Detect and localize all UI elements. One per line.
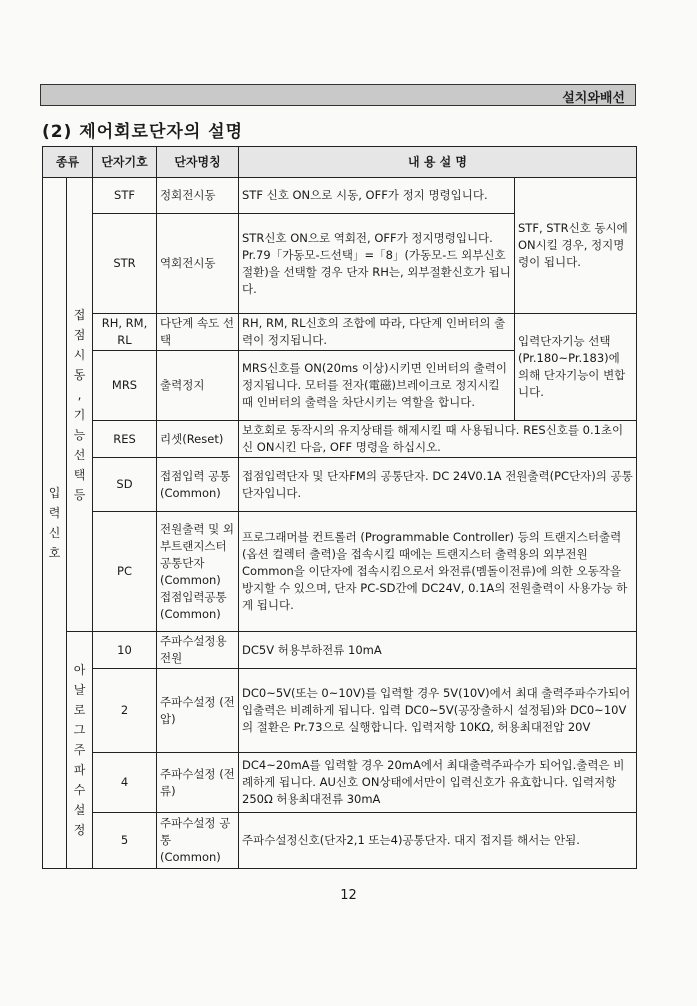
table-row	[43, 314, 637, 351]
section-title: (2) 제어회로단자의 설명	[42, 122, 244, 142]
page-number: 12	[340, 888, 357, 903]
name-str: 역회전시동	[157, 214, 239, 314]
symbol-2: 2	[93, 669, 157, 753]
symbol-5: 5	[93, 813, 157, 869]
name-res: 리셋(Reset)	[157, 421, 239, 458]
group-contact: 접 점 시 동 , 기 능 선 택 등	[67, 178, 93, 632]
header-name: 단자명칭	[157, 147, 239, 178]
chapter-title: 설치와배선	[562, 91, 625, 106]
table-row	[43, 458, 637, 512]
name-10: 주파수설정용 전원	[157, 632, 239, 669]
symbol-4: 4	[93, 753, 157, 813]
note-stf-str: STF, STR신호 동시에 ON시킬 경우, 정지명령이 됩니다.	[515, 178, 637, 314]
table-row	[43, 512, 637, 632]
table-row	[43, 632, 637, 669]
symbol-stf: STF	[93, 178, 157, 214]
name-2: 주파수설정 (전압)	[157, 669, 239, 753]
desc-pc: 프로그래머블 컨트롤러 (Programmable Controller) 등의 트랜지스터출력(옵션 컬렉터 출력)을 접속시킬 때에는 트랜지스터 출력용의 외부전원 Common을 이단자에 접속시킴으로서 와전류(멤돌이전류)에 의한 오동작을 방지할 수 있으며, 단자 PC-SD간에 DC24V, 0.1A의 전원출력이 사용가능 하게 됩니다.	[239, 512, 637, 632]
desc-5: 주파수설정신호(단자2,1 또는4)공통단자. 대지 접지를 해서는 안됨.	[239, 813, 637, 869]
symbol-sd: SD	[93, 458, 157, 512]
desc-stf: STF 신호 ON으로 시동, OFF가 정지 명령입니다.	[239, 178, 515, 214]
table-row	[43, 178, 637, 214]
desc-2: DC0~5V(또는 0~10V)를 입력할 경우 5V(10V)에서 최대 출력주파수가되어 입출력은 비례하게 됩니다. 입력 DC0~5V(공장출하시 설정됨)와 DC0~10V의 절환은 Pr.73으로 실행합니다. 입력저항 10KΩ, 허용최대전압 20V	[239, 669, 637, 753]
chapter-header-band	[40, 84, 636, 106]
symbol-rh: RH, RM, RL	[93, 314, 157, 351]
name-sd: 접점입력 공통 (Common)	[157, 458, 239, 512]
desc-res: 보호회로 동작시의 유지상태를 해제시킬 때 사용됩니다. RES신호를 0.1초이신 ON시킨 다음, OFF 명령을 하십시오.	[239, 421, 637, 458]
desc-sd: 접점입력단자 및 단자FM의 공통단자. DC 24V0.1A 전원출력(PC단자)의 공통단자입니다.	[239, 458, 637, 512]
symbol-res: RES	[93, 421, 157, 458]
name-mrs: 출력정지	[157, 351, 239, 421]
symbol-str: STR	[93, 214, 157, 314]
desc-rh: RH, RM, RL신호의 조합에 따라, 다단계 인버터의 출력이 정지됩니다.	[239, 314, 515, 351]
note-rh-mrs: 입력단자기능 선택(Pr.180~Pr.183)에 의해 단자기능이 변합니다.	[515, 314, 637, 421]
symbol-10: 10	[93, 632, 157, 669]
control-terminal-table	[42, 146, 637, 869]
symbol-mrs: MRS	[93, 351, 157, 421]
header-description: 내 용 설 명	[239, 147, 637, 178]
header-type: 종류	[43, 147, 93, 178]
table-row	[43, 813, 637, 869]
desc-mrs: MRS신호를 ON(20ms 이상)시키면 인버터의 출력이 정지됩니다. 모터를 전자(電磁)브레이크로 정지시킬 때 인버터의 출력을 차단시키는 역할을 합니다.	[239, 351, 515, 421]
header-symbol: 단자기호	[93, 147, 157, 178]
name-5: 주파수설정 공통 (Common)	[157, 813, 239, 869]
name-stf: 정회전시동	[157, 178, 239, 214]
table-header-row	[43, 147, 637, 178]
name-4: 주파수설정 (전류)	[157, 753, 239, 813]
group-input-signal: 입 력 신 호	[43, 178, 67, 869]
desc-str: STR신호 ON으로 역회전, OFF가 정지명령입니다. Pr.79「가동모-드선택」=「8」(가동모-드 외부신호 절환)을 선택할 경우 단자 RH는, 외부절환신호가 됩니다.	[239, 214, 515, 314]
name-rh: 다단계 속도 선택	[157, 314, 239, 351]
desc-10: DC5V 허용부하전류 10mA	[239, 632, 637, 669]
desc-4: DC4~20mA를 입력할 경우 20mA에서 최대출력주파수가 되어입.출력은 비례하게 됩니다. AU신호 ON상태에서만이 입력신호가 유효합니다. 입력저항 250Ω 허용최대전류 30mA	[239, 753, 637, 813]
symbol-pc: PC	[93, 512, 157, 632]
table-row	[43, 753, 637, 813]
group-analog: 아 날 로 그 주 파 수 설 정	[67, 632, 93, 869]
name-pc: 전원출력 및 외부트랜지스터공통단자(Common) 접점입력공통(Common)	[157, 512, 239, 632]
table-row	[43, 421, 637, 458]
table-row	[43, 669, 637, 753]
